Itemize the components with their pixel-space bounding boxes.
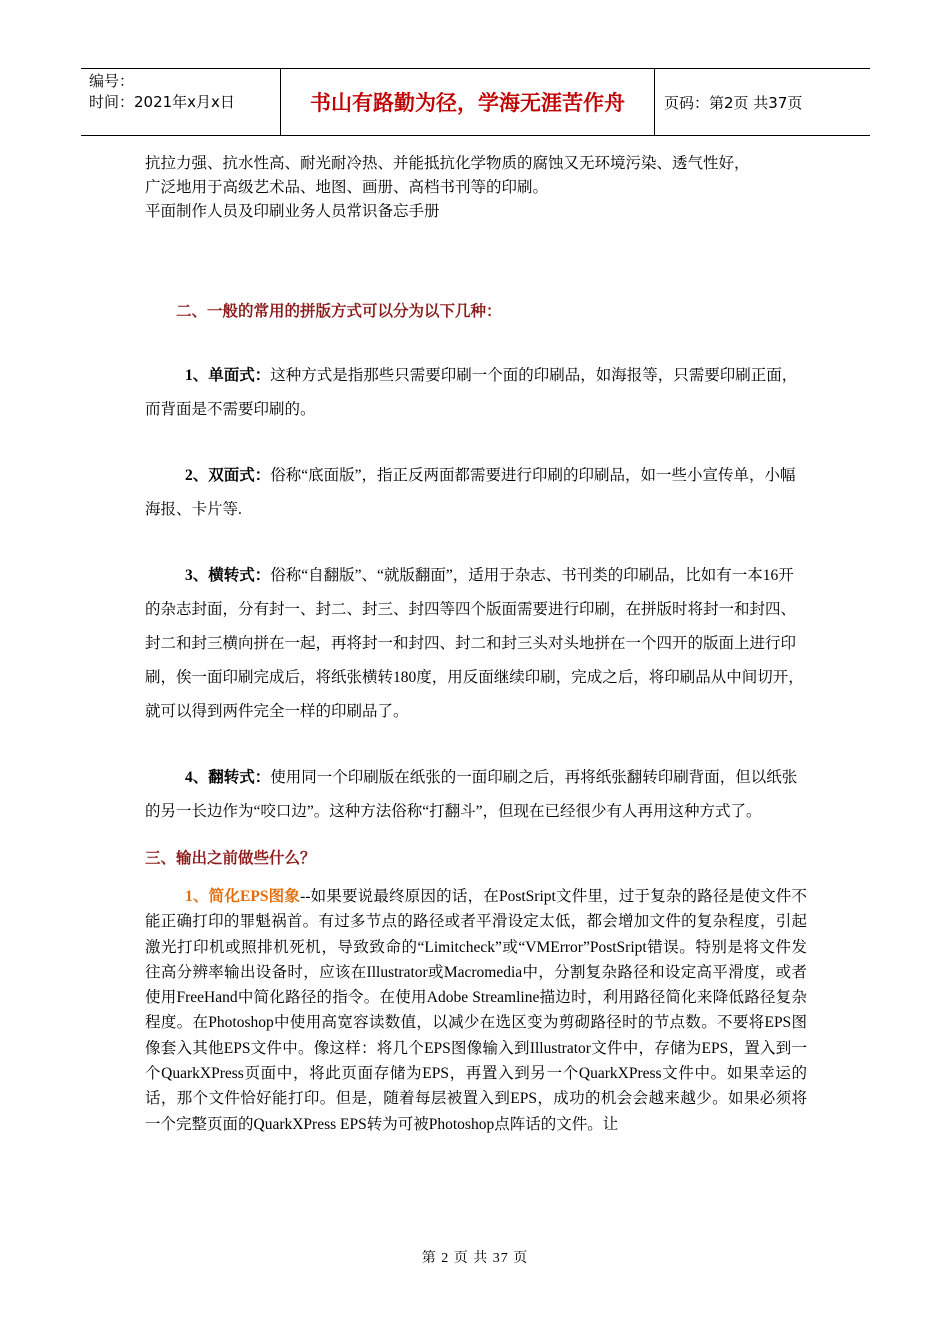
item-text: 俗称“底面版”，指正反两面都需要进行印刷的印刷品，如一些小宣传单，小幅海报、卡片等.	[145, 467, 796, 518]
item-label: 4、翻转式：	[185, 769, 271, 786]
document-number-label: 编号：	[89, 72, 135, 90]
paragraph-simplify-eps	[145, 884, 807, 1137]
intro-line: 广泛地用于高级艺术品、地图、画册、高档书刊等的印刷。	[145, 179, 549, 196]
intro-line: 抗拉力强、抗水性高、耐光耐冷热、并能抵抗化学物质的腐蚀又无环境污染、透气性好，	[145, 155, 750, 172]
paragraph-work-and-tumble	[145, 761, 807, 829]
paragraph-single-sided	[145, 359, 807, 427]
section-heading: 三、输出之前做些什么？	[145, 850, 316, 867]
header-meta	[81, 69, 281, 135]
handbook-title: 平面制作人员及印刷业务人员常识备忘手册	[145, 203, 440, 220]
item-label: 2、双面式：	[185, 467, 271, 484]
page-header	[81, 68, 870, 136]
item-text: 使用同一个印刷版在纸张的一面印刷之后，再将纸张翻转印刷背面，但以纸张的另一长边作为“咬口边”。这种方法俗称“打翻斗”，但现在已经很少有人再用这种方式了。	[145, 769, 798, 820]
document-body	[145, 152, 807, 1137]
header-page-code: 页码：第2页 共37页	[664, 93, 803, 112]
page-footer: 第 2 页 共 37 页	[421, 1251, 529, 1266]
item-label: 1、简化EPS图象	[185, 888, 301, 905]
header-motto: 书山有路勤为径，学海无涯苦作舟	[281, 69, 655, 135]
paragraph-work-and-turn	[145, 559, 807, 729]
item-label: 1、单面式：	[185, 367, 271, 384]
item-text: --如果要说最终原因的话，在PostSript文件里，过于复杂的路径是使文件不能正确打印的罪魁祸首。有过多节点的路径或者平滑设定太低，都会增加文件的复杂程度，引起激光打印机或照排机死机，导致致命的“Limitcheck”或“VMError”PostSript错误。特别是将文件发往高分辨率输出设备时，应该在Illustrator或Macromedia中，分割复杂路径和设定高平滑度，或者使用FreeHand中简化路径的指令。在使用Adobe Streamline描边时，利用路径简化来降低路径复杂程度。在Photoshop中使用高宽容读数值，以减少在选区变为剪砌路径时的节点数。不要将EPS图像套入其他EPS文件中。像这样：将几个EPS图像输入到Illustrator文件中，存储为EPS，置入到一个QuarkXPress页面中，将此页面存储为EPS，再置入到另一个QuarkXPress文件中。如果幸运的话，那个文件恰好能打印。但是，随着每层被置入到EPS，成功的机会会越来越少。如果必须将一个完整页面的QuarkXPress EPS转为可被Photoshop点阵话的文件。让	[145, 888, 807, 1133]
paragraph-double-sided	[145, 459, 807, 527]
item-text: 俗称“自翻版”、“就版翻面”，适用于杂志、书刊类的印刷品，比如有一本16开的杂志封面，分有封一、封二、封三、封四等四个版面需要进行印刷，在拼版时将封一和封四、封二和封三横向拼在一起，再将封一和封四、封二和封三头对头地拼在一个四开的版面上进行印刷，俟一面印刷完成后，将纸张横转180度，用反面继续印刷，完成之后，将印刷品从中间切开，就可以得到两件完全一样的印刷品了。	[145, 567, 804, 720]
item-text: 这种方式是指那些只需要印刷一个面的印刷品，如海报等，只需要印刷正面，而背面是不需要印刷的。	[145, 367, 798, 418]
item-label: 3、横转式：	[185, 567, 271, 584]
document-date: 时间：2021年x月x日	[89, 93, 235, 111]
section-heading: 二、一般的常用的拼版方式可以分为以下几种：	[176, 303, 502, 320]
